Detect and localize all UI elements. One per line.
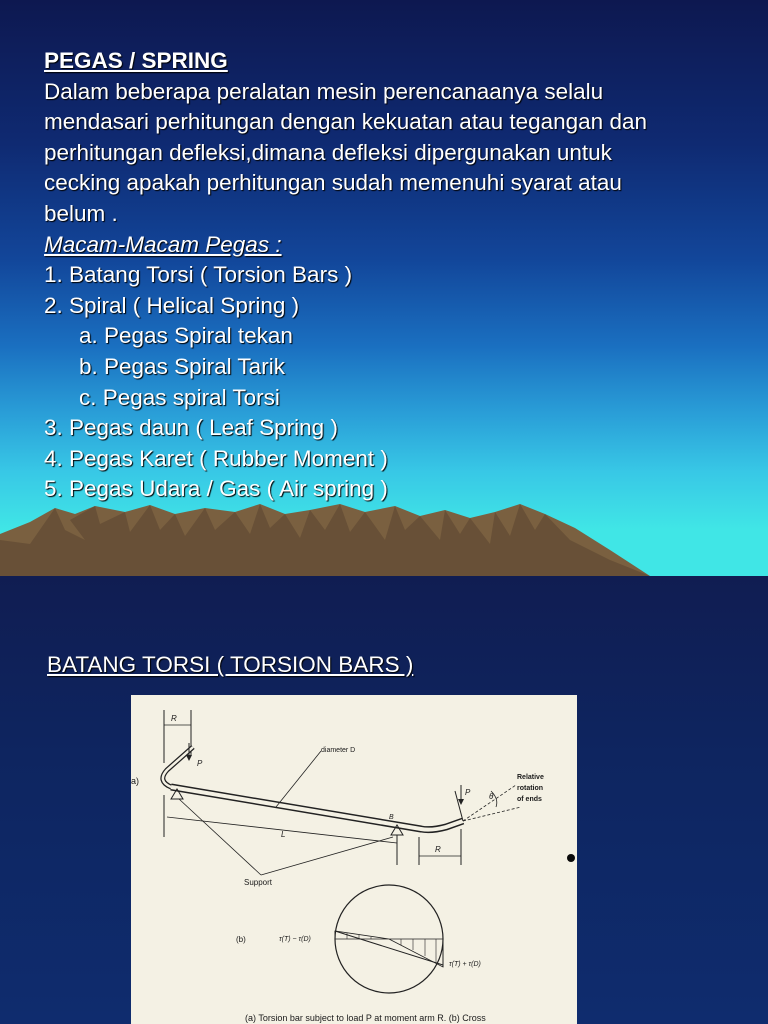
list-item: a. Pegas Spiral tekan (79, 323, 293, 349)
label-r-bottom: R (435, 845, 441, 854)
list-item: b. Pegas Spiral Tarik (79, 353, 285, 379)
list-item: 3. Pegas daun ( Leaf Spring ) (44, 415, 338, 441)
label-tau-plus: τ(T) + τ(D) (449, 961, 481, 968)
figure-caption: (a) Torsion bar subject to load P at moment arm R. (b) Cross (245, 1013, 486, 1023)
paragraph-line: perhitungan defleksi,dimana defleksi dipergunakan untuk (44, 139, 612, 165)
paragraph-line: belum . (44, 200, 118, 226)
label-p-right: P (465, 788, 471, 797)
slide1-heading: PEGAS / SPRING (44, 48, 228, 73)
slide2-title: BATANG TORSI ( TORSION BARS ) (47, 652, 414, 677)
black-dot-mark (567, 854, 575, 862)
label-r-top: R (171, 714, 177, 723)
list-item: 2. Spiral ( Helical Spring ) (44, 292, 300, 318)
torsion-bar-figure (131, 695, 577, 1024)
list-item: 5. Pegas Udara / Gas ( Air spring ) (44, 476, 388, 502)
label-tau-minus: τ(T) − τ(D) (279, 936, 311, 943)
list-item: 1. Batang Torsi ( Torsion Bars ) (44, 262, 353, 288)
label-relative-1: Relative (517, 774, 544, 781)
paragraph-line: mendasari perhitungan dengan kekuatan atau tegangan dan (44, 109, 647, 135)
slide1-subheading: Macam-Macam Pegas : (44, 231, 282, 257)
slide-batang-torsi (0, 576, 768, 1024)
label-a: a) (131, 776, 140, 786)
label-b: B (389, 814, 394, 821)
list-item: 4. Pegas Karet ( Rubber Moment ) (44, 445, 388, 471)
paragraph-line: Dalam beberapa peralatan mesin perencanaanya selalu (44, 78, 604, 104)
label-l: L (281, 830, 286, 839)
label-relative-3: of ends (517, 796, 542, 803)
mountain-range-illustration (0, 500, 768, 576)
torsion-bar-diagram (131, 695, 577, 1024)
list-item: c. Pegas spiral Torsi (79, 384, 280, 410)
label-theta: θ (489, 792, 494, 801)
label-relative-2: rotation (517, 785, 544, 792)
label-diameter: diameter D (321, 747, 356, 754)
paragraph-line: cecking apakah perhitungan sudah memenuhi syarat atau (44, 170, 622, 196)
label-b-section: (b) (236, 935, 246, 944)
slide1-text-block (44, 46, 764, 505)
label-support: Support (244, 878, 273, 887)
label-p-left: P (197, 759, 203, 768)
